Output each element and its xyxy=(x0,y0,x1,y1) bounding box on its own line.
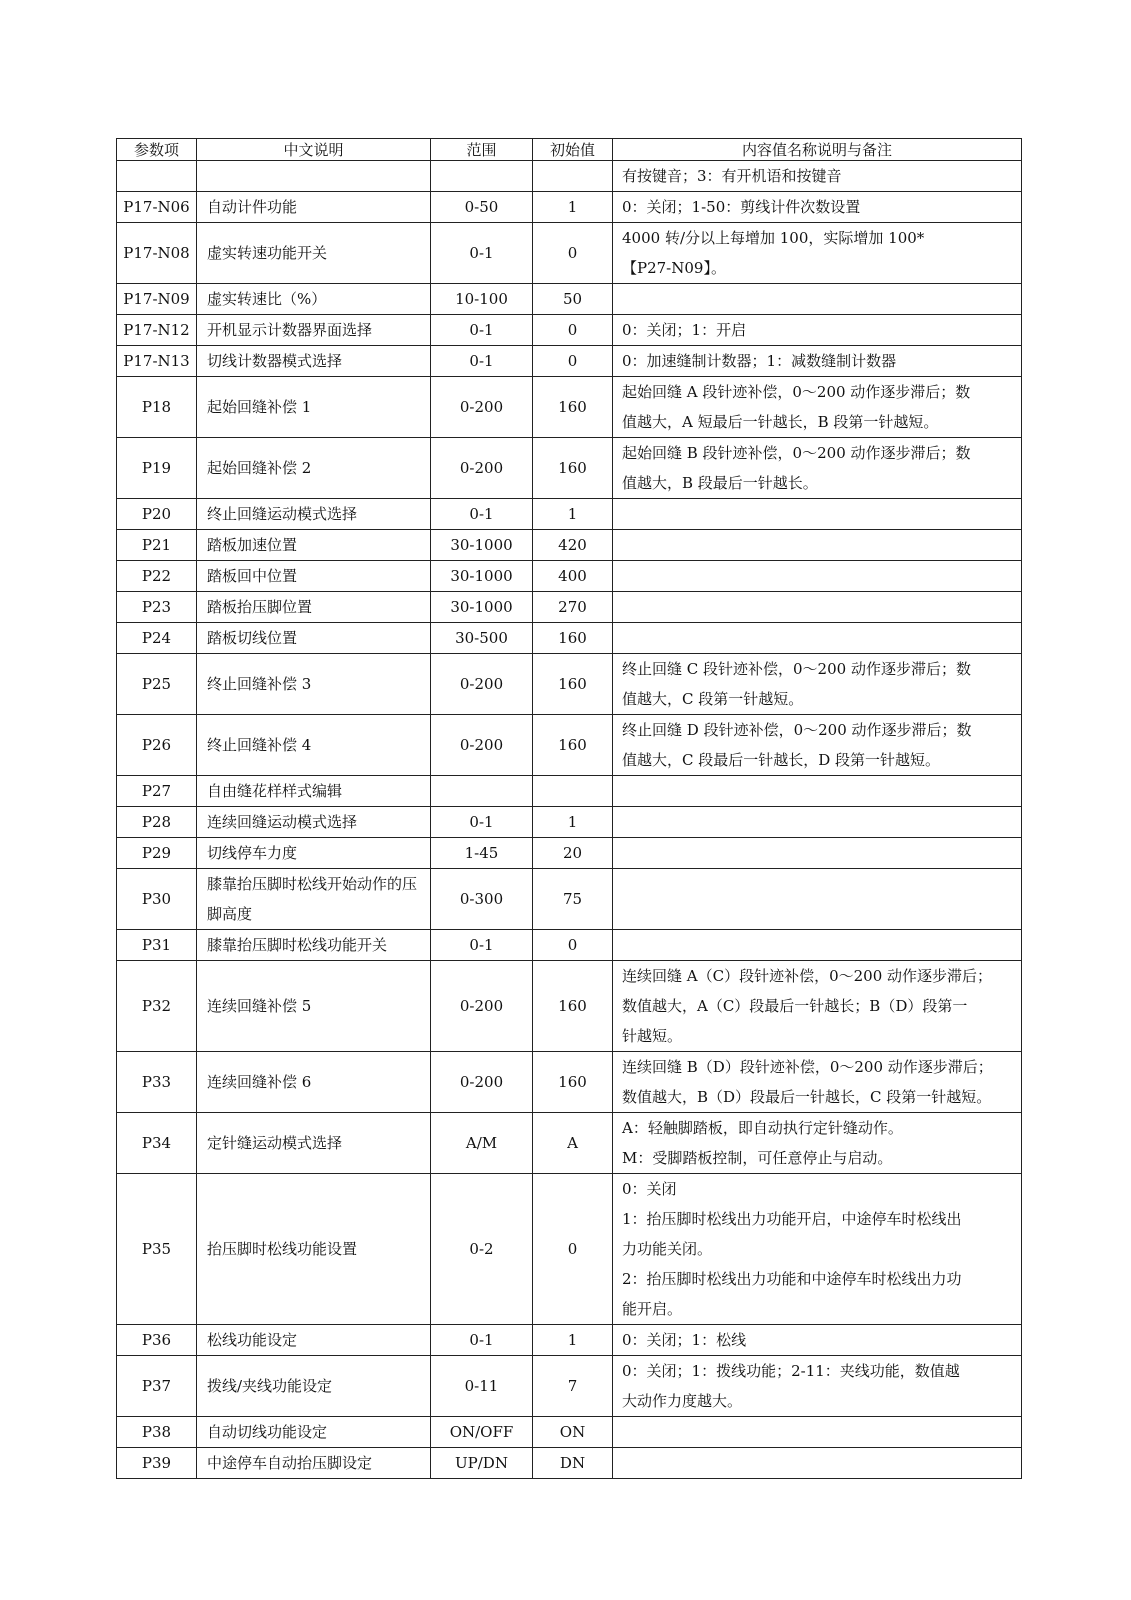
param-code: P36 xyxy=(117,1325,197,1356)
note-line: 起始回缝 A 段针迹补偿，0～200 动作逐步滞后；数 xyxy=(622,383,971,401)
param-name xyxy=(197,161,431,192)
param-note xyxy=(613,223,1022,284)
param-name: 膝靠抬压脚时松线功能开关 xyxy=(197,930,431,961)
param-initial-value: A xyxy=(533,1113,613,1174)
param-range: 0-50 xyxy=(431,192,533,223)
table-row xyxy=(117,1052,1022,1113)
header-range: 范围 xyxy=(431,139,533,161)
table-row xyxy=(117,223,1022,284)
note-line: 值越大，B 段最后一针越长。 xyxy=(622,474,818,492)
header-init: 初始值 xyxy=(533,139,613,161)
param-initial-value: 0 xyxy=(533,346,613,377)
param-code: P37 xyxy=(117,1356,197,1417)
param-note xyxy=(613,284,1022,315)
table-row xyxy=(117,377,1022,438)
param-range: 30-500 xyxy=(431,623,533,654)
note-line: 连续回缝 B（D）段针迹补偿，0～200 动作逐步滞后； xyxy=(622,1058,993,1076)
param-note xyxy=(613,1417,1022,1448)
param-range: 30-1000 xyxy=(431,592,533,623)
note-line: 数值越大，A（C）段最后一针越长；B（D）段第一 xyxy=(622,997,968,1015)
note-line: 0：加速缝制计数器；1：减数缝制计数器 xyxy=(622,352,897,370)
param-initial-value: 1 xyxy=(533,499,613,530)
param-range xyxy=(431,776,533,807)
param-initial-value: 160 xyxy=(533,623,613,654)
table-row xyxy=(117,530,1022,561)
param-range xyxy=(431,161,533,192)
note-line: 值越大，A 短最后一针越长，B 段第一针越短。 xyxy=(622,413,939,431)
param-note xyxy=(613,192,1022,223)
param-name: 连续回缝运动模式选择 xyxy=(197,807,431,838)
param-range: ON/OFF xyxy=(431,1417,533,1448)
param-name: 终止回缝运动模式选择 xyxy=(197,499,431,530)
param-range: 0-1 xyxy=(431,315,533,346)
note-line: 0：关闭；1-50：剪线计件次数设置 xyxy=(622,198,861,216)
param-range: 0-2 xyxy=(431,1174,533,1325)
param-initial-value: 75 xyxy=(533,869,613,930)
param-initial-value: 160 xyxy=(533,438,613,499)
param-note xyxy=(613,315,1022,346)
param-code: P28 xyxy=(117,807,197,838)
table-row xyxy=(117,623,1022,654)
table-row xyxy=(117,1174,1022,1325)
parameter-table xyxy=(116,138,1022,1479)
param-initial-value: 50 xyxy=(533,284,613,315)
note-line: 0：关闭；1：拨线功能；2-11：夹线功能，数值越 xyxy=(622,1362,960,1380)
param-range: UP/DN xyxy=(431,1448,533,1479)
param-note xyxy=(613,530,1022,561)
note-line: 值越大，C 段第一针越短。 xyxy=(622,690,804,708)
param-name: 踏板加速位置 xyxy=(197,530,431,561)
header-code: 参数项 xyxy=(117,139,197,161)
param-code: P38 xyxy=(117,1417,197,1448)
param-code: P17-N09 xyxy=(117,284,197,315)
note-line: A：轻触脚踏板，即自动执行定针缝动作。 xyxy=(622,1119,903,1137)
param-range: 0-200 xyxy=(431,438,533,499)
param-initial-value: 0 xyxy=(533,315,613,346)
note-line: 1：抬压脚时松线出力功能开启，中途停车时松线出 xyxy=(622,1210,962,1228)
header-note: 内容值名称说明与备注 xyxy=(613,139,1022,161)
param-range: 0-1 xyxy=(431,1325,533,1356)
param-name: 膝靠抬压脚时松线开始动作的压脚高度 xyxy=(197,869,431,930)
note-line: 0：关闭 xyxy=(622,1180,677,1198)
param-range: 0-200 xyxy=(431,654,533,715)
param-code: P33 xyxy=(117,1052,197,1113)
param-code: P27 xyxy=(117,776,197,807)
param-initial-value: 160 xyxy=(533,654,613,715)
param-code: P18 xyxy=(117,377,197,438)
param-note xyxy=(613,1113,1022,1174)
param-note xyxy=(613,1356,1022,1417)
note-line: 值越大，C 段最后一针越长，D 段第一针越短。 xyxy=(622,751,941,769)
param-range: A/M xyxy=(431,1113,533,1174)
table-row xyxy=(117,715,1022,776)
param-name: 虚实转速比（%） xyxy=(197,284,431,315)
param-note xyxy=(613,807,1022,838)
param-code: P17-N06 xyxy=(117,192,197,223)
param-name: 拨线/夹线功能设定 xyxy=(197,1356,431,1417)
table-row xyxy=(117,592,1022,623)
table-row xyxy=(117,776,1022,807)
param-code: P29 xyxy=(117,838,197,869)
param-initial-value: 0 xyxy=(533,1174,613,1325)
param-initial-value: 20 xyxy=(533,838,613,869)
param-name: 连续回缝补偿 6 xyxy=(197,1052,431,1113)
table-row xyxy=(117,961,1022,1052)
note-line: 0：关闭；1：松线 xyxy=(622,1331,747,1349)
param-note xyxy=(613,592,1022,623)
param-name: 自动计件功能 xyxy=(197,192,431,223)
note-line: 数值越大，B（D）段最后一针越长，C 段第一针越短。 xyxy=(622,1088,992,1106)
param-name: 起始回缝补偿 2 xyxy=(197,438,431,499)
param-range: 0-200 xyxy=(431,961,533,1052)
param-code: P25 xyxy=(117,654,197,715)
param-code: P17-N08 xyxy=(117,223,197,284)
param-code: P30 xyxy=(117,869,197,930)
param-range: 0-1 xyxy=(431,807,533,838)
table-row xyxy=(117,499,1022,530)
param-initial-value: 160 xyxy=(533,1052,613,1113)
param-initial-value: 0 xyxy=(533,223,613,284)
param-code: P24 xyxy=(117,623,197,654)
param-initial-value: 7 xyxy=(533,1356,613,1417)
param-code: P26 xyxy=(117,715,197,776)
param-range: 0-1 xyxy=(431,499,533,530)
table-row xyxy=(117,561,1022,592)
table-row xyxy=(117,284,1022,315)
param-range: 0-1 xyxy=(431,346,533,377)
param-initial-value xyxy=(533,161,613,192)
param-name: 连续回缝补偿 5 xyxy=(197,961,431,1052)
param-initial-value: 160 xyxy=(533,377,613,438)
param-initial-value: 160 xyxy=(533,715,613,776)
param-note xyxy=(613,561,1022,592)
table-row xyxy=(117,1356,1022,1417)
param-initial-value: 420 xyxy=(533,530,613,561)
param-note xyxy=(613,961,1022,1052)
param-range: 0-200 xyxy=(431,377,533,438)
param-note xyxy=(613,838,1022,869)
param-name: 起始回缝补偿 1 xyxy=(197,377,431,438)
param-note xyxy=(613,930,1022,961)
param-note xyxy=(613,1174,1022,1325)
note-line: 针越短。 xyxy=(622,1027,683,1045)
note-line: 2：抬压脚时松线出力功能和中途停车时松线出力功 xyxy=(622,1270,962,1288)
param-name: 虚实转速功能开关 xyxy=(197,223,431,284)
param-note xyxy=(613,499,1022,530)
table-row xyxy=(117,346,1022,377)
param-note xyxy=(613,715,1022,776)
note-line: 大动作力度越大。 xyxy=(622,1392,743,1410)
param-name: 自由缝花样样式编辑 xyxy=(197,776,431,807)
param-code: P35 xyxy=(117,1174,197,1325)
note-line: 终止回缝 C 段针迹补偿，0～200 动作逐步滞后；数 xyxy=(622,660,971,678)
note-line: 0：关闭；1：开启 xyxy=(622,321,747,339)
param-name: 切线计数器模式选择 xyxy=(197,346,431,377)
param-name: 抬压脚时松线功能设置 xyxy=(197,1174,431,1325)
param-initial-value: 1 xyxy=(533,192,613,223)
param-note xyxy=(613,161,1022,192)
table-row xyxy=(117,838,1022,869)
table-row xyxy=(117,1417,1022,1448)
param-note xyxy=(613,1052,1022,1113)
param-code: P21 xyxy=(117,530,197,561)
param-code: P23 xyxy=(117,592,197,623)
param-note xyxy=(613,623,1022,654)
param-note xyxy=(613,438,1022,499)
param-name: 终止回缝补偿 3 xyxy=(197,654,431,715)
header-name: 中文说明 xyxy=(197,139,431,161)
param-initial-value: 1 xyxy=(533,807,613,838)
param-name: 松线功能设定 xyxy=(197,1325,431,1356)
param-note xyxy=(613,776,1022,807)
param-range: 0-1 xyxy=(431,223,533,284)
param-code: P34 xyxy=(117,1113,197,1174)
param-name: 自动切线功能设定 xyxy=(197,1417,431,1448)
param-code: P20 xyxy=(117,499,197,530)
param-name: 踏板抬压脚位置 xyxy=(197,592,431,623)
table-row xyxy=(117,161,1022,192)
param-initial-value: 270 xyxy=(533,592,613,623)
param-name: 踏板回中位置 xyxy=(197,561,431,592)
table-row xyxy=(117,192,1022,223)
table-row xyxy=(117,1113,1022,1174)
param-name: 定针缝运动模式选择 xyxy=(197,1113,431,1174)
param-code xyxy=(117,161,197,192)
param-note xyxy=(613,654,1022,715)
param-note xyxy=(613,1325,1022,1356)
table-row xyxy=(117,807,1022,838)
param-range: 0-1 xyxy=(431,930,533,961)
param-code: P17-N12 xyxy=(117,315,197,346)
param-range: 30-1000 xyxy=(431,530,533,561)
param-range: 0-300 xyxy=(431,869,533,930)
note-line: 起始回缝 B 段针迹补偿，0～200 动作逐步滞后；数 xyxy=(622,444,971,462)
table-row xyxy=(117,1325,1022,1356)
param-name: 终止回缝补偿 4 xyxy=(197,715,431,776)
param-initial-value: 0 xyxy=(533,930,613,961)
param-range: 0-200 xyxy=(431,1052,533,1113)
param-initial-value: 1 xyxy=(533,1325,613,1356)
param-name: 开机显示计数器界面选择 xyxy=(197,315,431,346)
note-line: 终止回缝 D 段针迹补偿，0～200 动作逐步滞后；数 xyxy=(622,721,972,739)
param-note xyxy=(613,346,1022,377)
param-code: P31 xyxy=(117,930,197,961)
table-row xyxy=(117,869,1022,930)
param-range: 0-11 xyxy=(431,1356,533,1417)
param-name: 踏板切线位置 xyxy=(197,623,431,654)
param-code: P39 xyxy=(117,1448,197,1479)
table-row xyxy=(117,1448,1022,1479)
table-row xyxy=(117,315,1022,346)
table-row xyxy=(117,930,1022,961)
param-code: P17-N13 xyxy=(117,346,197,377)
param-note xyxy=(613,1448,1022,1479)
param-initial-value: DN xyxy=(533,1448,613,1479)
param-initial-value xyxy=(533,776,613,807)
param-note xyxy=(613,869,1022,930)
param-range: 0-200 xyxy=(431,715,533,776)
table-row xyxy=(117,654,1022,715)
param-code: P22 xyxy=(117,561,197,592)
param-initial-value: 160 xyxy=(533,961,613,1052)
note-line: 4000 转/分以上每增加 100，实际增加 100* xyxy=(622,229,925,247)
note-line: 连续回缝 A（C）段针迹补偿，0～200 动作逐步滞后； xyxy=(622,967,993,985)
param-name: 切线停车力度 xyxy=(197,838,431,869)
param-code: P19 xyxy=(117,438,197,499)
param-code: P32 xyxy=(117,961,197,1052)
param-range: 1-45 xyxy=(431,838,533,869)
param-initial-value: 400 xyxy=(533,561,613,592)
param-range: 10-100 xyxy=(431,284,533,315)
note-line: 有按键音；3：有开机语和按键音 xyxy=(622,167,842,185)
param-initial-value: ON xyxy=(533,1417,613,1448)
param-note xyxy=(613,377,1022,438)
param-range: 30-1000 xyxy=(431,561,533,592)
note-line: 【P27-N09】。 xyxy=(622,259,726,277)
note-line: 力功能关闭。 xyxy=(622,1240,713,1258)
note-line: 能开启。 xyxy=(622,1300,683,1318)
note-line: M：受脚踏板控制，可任意停止与启动。 xyxy=(622,1149,893,1167)
header-row xyxy=(117,139,1022,161)
param-name: 中途停车自动抬压脚设定 xyxy=(197,1448,431,1479)
table-row xyxy=(117,438,1022,499)
